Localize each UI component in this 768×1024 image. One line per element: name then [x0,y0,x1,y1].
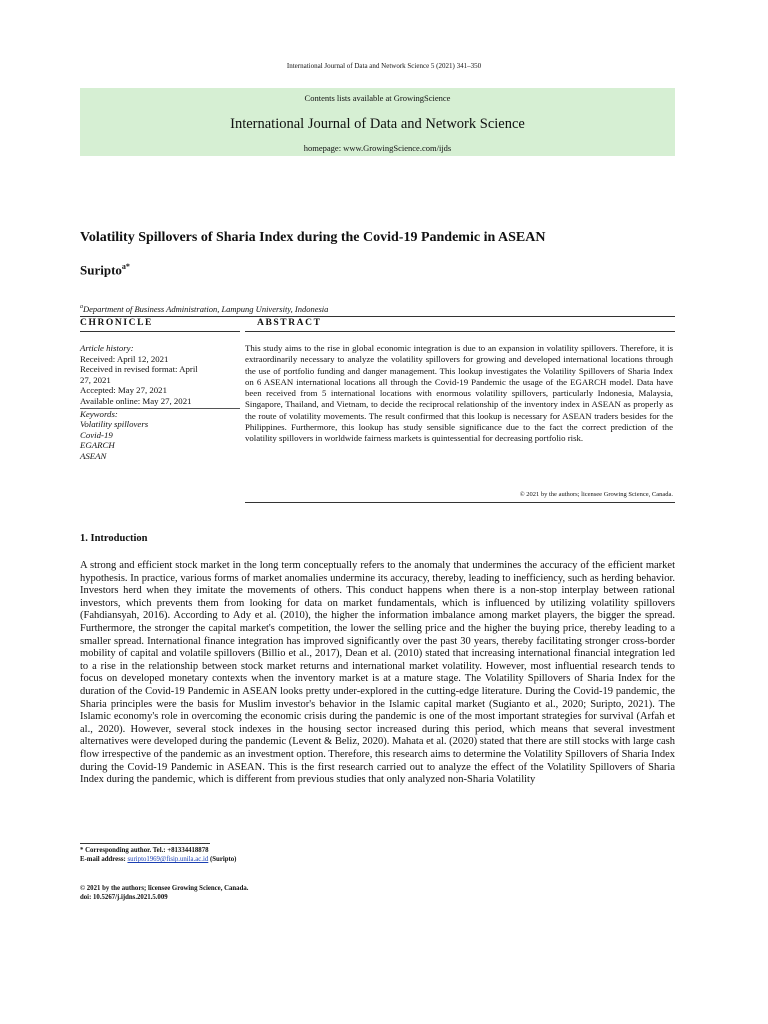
bottom-copyright: © 2021 by the authors; licensee Growing Science, Canada. [80,885,249,892]
abstract-bottom-rule [245,502,675,503]
article-history-label: Article history: [80,343,134,353]
keyword-item: Volatility spillovers [80,419,149,430]
affiliation-text: Department of Business Administration, Lampung University, Indonesia [83,304,329,314]
keyword-item: EGARCH [80,440,115,451]
introduction-heading: 1. Introduction [80,533,148,544]
received-date: Received: April 12, 2021 [80,353,169,364]
introduction-body [80,560,675,787]
author-name-text: Suripto [80,262,122,278]
journal-homepage[interactable]: homepage: www.GrowingScience.com/ijds [303,143,452,153]
keywords-label: Keywords: [80,408,240,420]
chronicle-rule [80,331,240,332]
abstract-rule [245,331,675,332]
chronicle-box [80,343,240,462]
bottom-info [80,884,380,902]
author-superscript: a* [121,262,130,271]
email-label: E-mail address: [80,856,128,863]
footnote [80,846,380,864]
revised-date-line1: Received in revised format: April [80,364,198,375]
affiliation [80,304,328,314]
chronicle-heading: CHRONICLE [80,318,153,328]
corresponding-author: * Corresponding author. Tel.: +81334418878 [80,847,209,854]
keyword-item: Covid-19 [80,429,113,440]
accepted-date: Accepted: May 27, 2021 [80,385,167,396]
article-title: Volatility Spillovers of Sharia Index during the Covid-19 Pandemic in ASEAN [80,230,546,245]
abstract-heading: ABSTRACT [257,318,322,328]
running-head: International Journal of Data and Network Science 5 (2021) 341–350 [286,62,482,70]
keyword-item: ASEAN [80,450,107,461]
abstract-copyright: © 2021 by the authors; licensee Growing Science, Canada. [519,491,673,498]
affiliation-superscript: a [80,304,83,311]
journal-banner [80,88,675,156]
doi[interactable]: doi: 10.5267/j.ijdns.2021.5.009 [80,894,168,901]
journal-name: International Journal of Data and Network Science [230,116,525,132]
email-suffix: (Suripto) [208,856,237,863]
contents-available-line: Contents lists available at GrowingScience [304,93,451,103]
email-link[interactable]: suripto1969@fisip.unila.ac.id [127,856,209,863]
email-line [80,855,380,864]
top-rule [80,316,675,317]
revised-date-line2: 27, 2021 [80,374,111,385]
author-name [80,262,130,278]
abstract-text: This study aims to the rise in global economic integration is due to an expansion in volatility spillovers. Therefore, it is extraordinarily necessary to analyze the volatility spillovers for growing and developed international locations through the use of portfolio funding and danger management. This lookup investigates the Volatility Spillovers of Sharia Index on 6 ASEAN international locations all through the Covid-19 Pandemic the usage of the EGARCH model. Data have been received from 5 international locations with enormous volatility spillovers, particularly Indonesia, Malaysia, Singapore, Thailand, and Vietnam, to decide the reciprocal relationship of the inventory index in ASEAN as properly as the route of volatility movements. The result confirmed that this lookup is necessary for ASEAN traders besides for the Philippines. Furthermore, this lookup has study sensible significance due to the fact the correct prediction of the volatility spillovers in worldwide fairness markets is quintessential for decreasing portfolio risk. [245,343,673,444]
introduction-paragraph: A strong and efficient stock market in the long term conceptually refers to the anomaly that undermines the accuracy of the efficient market hypothesis. In practice, various forms of market anomalies undermine its accuracy, thereby, leading to inefficiency, such as herding behavior. Investors herd when they imitate the movements of others. This conduct happens when there is a non-stop interplay between rational investors, which prevents them from looking for data on market fundamentals, which is influenced by utilizing volatility spillovers (Fahdiansyah, 2016). According to Ady et al. (2010), the higher the information imbalance among market players, the bigger the spread. Furthermore, the stronger the capital market's competition, the lower the selling price and the higher the buying price, thereby leading to a smaller spread. International finance integration has improved significantly over the past 30 years, thereby facilitating stronger cross-border mobility of capital and volatile spillovers (Billio et al., 2017), Dean et al. (2010) stated that increasing international financial integration led to a rise in the relationship between stock market returns and international market volatility. However, most influential research tends to focus on developed monetary contexts when the inventory market is at a mature stage. The Volatility Spillovers of Sharia Index for the duration of the Covid-19 Pandemic in ASEAN looks pretty under-explored in the cutting-edge literature. During the Covid-19 pandemic, the Sharia principles were the basis for Muslim investor's behavior in the Islamic capital market (Sugianto et al., 2020; Suripto, 2021). The Islamic economy's role in overcoming the economic crisis during the pandemic is one of the most important strategies for survival (Arfah et al., 2020). However, several stock indexes in the housing sector increased during this period, which means that several investment alternatives were developed during the pandemic (Levent & Beliz, 2020). Mahata et al. (2020) stated that there are still stocks with large cash flow irrespective of the pandemic as an investment option. Therefore, this research aims to determine the Volatility Spillovers of Sharia Index during the Covid-19 Pandemic in ASEAN. This is the first research carried out to analyze the effect of the Volatility Spillovers of Sharia Index during the pandemic, which is different from previous studies that only analyzed non-Sharia Volatility [80,560,675,786]
footnote-rule [80,843,210,844]
online-date: Available online: May 27, 2021 [80,395,192,406]
